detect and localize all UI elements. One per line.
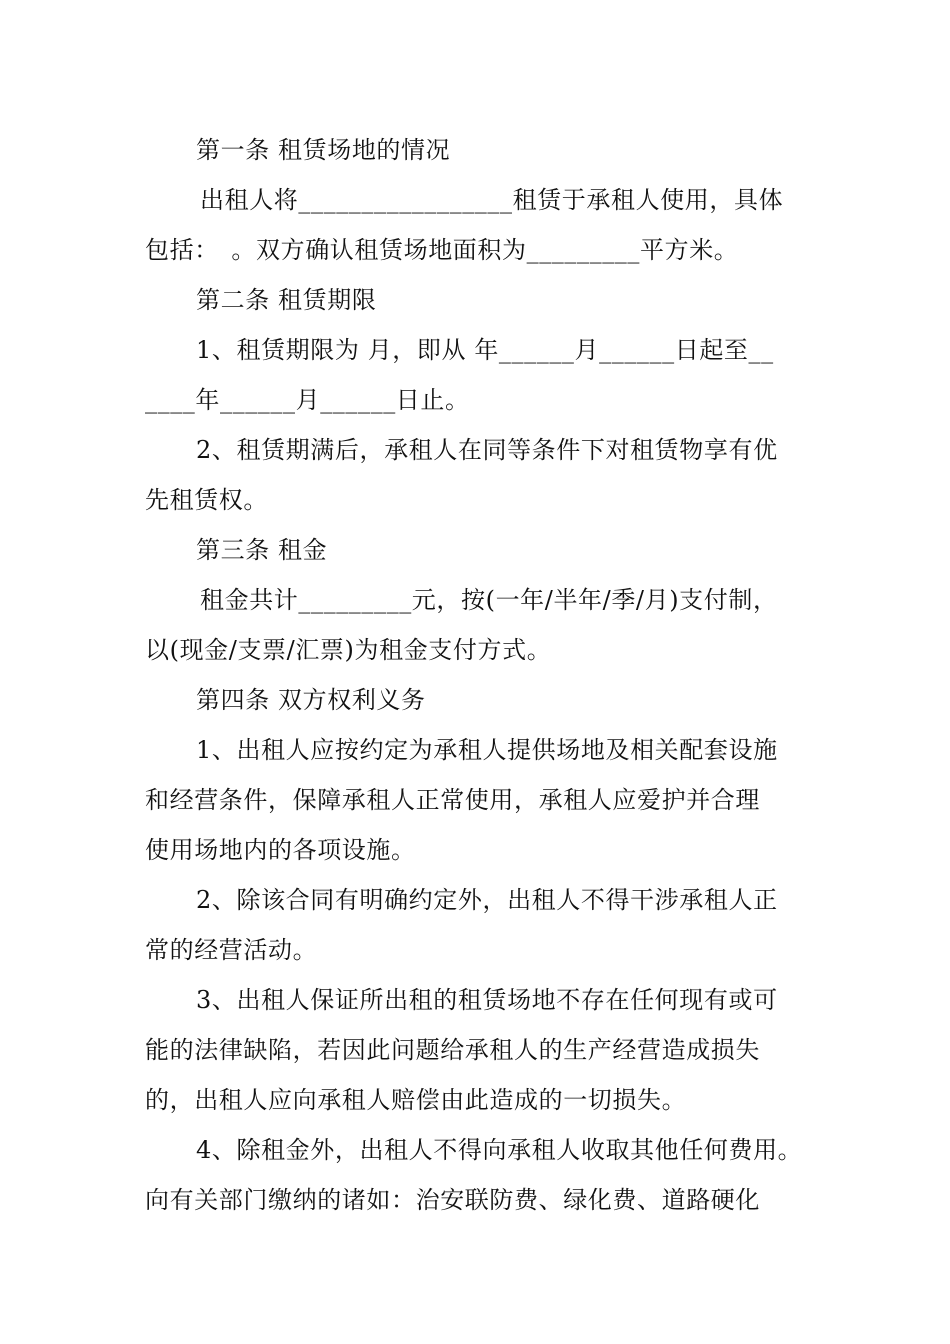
paragraph-line: 的，出租人应向承租人赔偿由此造成的一切损失。 [145, 1086, 687, 1114]
paragraph-line: 以(现金/支票/汇票)为租金支付方式。 [145, 636, 552, 664]
paragraph-line: 3、出租人保证所出租的租赁场地不存在任何现有或可 [196, 986, 778, 1014]
paragraph-line: 和经营条件，保障承租人正常使用，承租人应爱护并合理 [145, 786, 760, 814]
paragraph-line: 租金共计_________元，按(一年/半年/季/月)支付制， [200, 586, 778, 614]
paragraph-line: 1、出租人应按约定为承租人提供场地及相关配套设施 [196, 736, 778, 764]
paragraph-line: 4、除租金外，出租人不得向承租人收取其他任何费用。 [196, 1136, 803, 1164]
article-4-heading: 第四条 双方权利义务 [196, 686, 426, 714]
article-1-heading: 第一条 租赁场地的情况 [196, 136, 451, 164]
paragraph-line: 向有关部门缴纳的诸如：治安联防费、绿化费、道路硬化 [145, 1186, 760, 1214]
article-3-heading: 第三条 租金 [196, 536, 328, 564]
paragraph-line: 使用场地内的各项设施。 [145, 836, 416, 864]
paragraph-line: 2、租赁期满后，承租人在同等条件下对租赁物享有优 [196, 436, 778, 464]
paragraph-line: 出租人将_________________租赁于承租人使用，具体 [200, 186, 784, 214]
paragraph-line: 常的经营活动。 [145, 936, 318, 964]
paragraph-line: 包括： 。双方确认租赁场地面积为_________平方米。 [145, 236, 739, 264]
paragraph-line: 能的法律缺陷，若因此问题给承租人的生产经营造成损失 [145, 1036, 760, 1064]
paragraph-line: 2、除该合同有明确约定外，出租人不得干涉承租人正 [196, 886, 778, 914]
paragraph-line: 先租赁权。 [145, 486, 268, 514]
paragraph-line: 1、租赁期限为 月，即从 年______月______日起至__ [196, 336, 774, 364]
article-2-heading: 第二条 租赁期限 [196, 286, 377, 314]
paragraph-line: ____年______月______日止。 [145, 386, 470, 414]
